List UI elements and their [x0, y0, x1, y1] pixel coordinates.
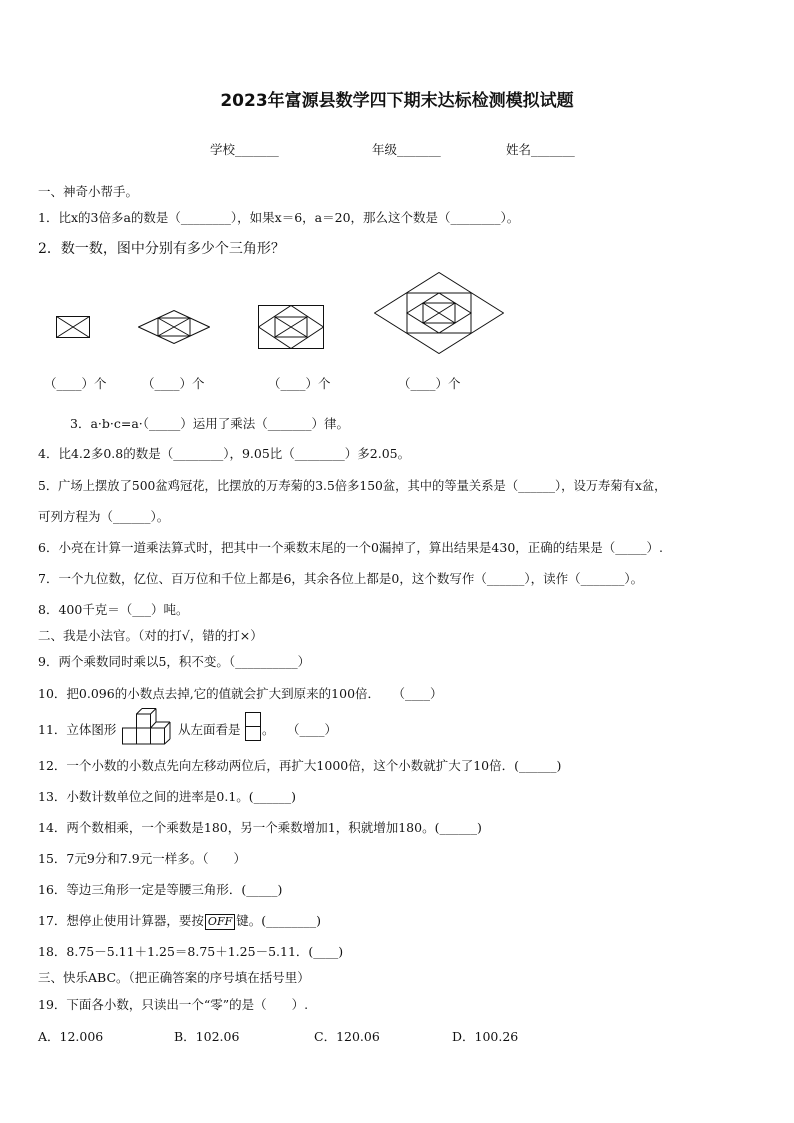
- option-b: B．102.06: [174, 1029, 240, 1044]
- question-17-prefix: 17．想停止使用计算器，要按: [38, 913, 204, 928]
- name-field: 姓名_______: [506, 142, 575, 157]
- question-15: 15．7元9分和7.9元一样多。（ ）: [38, 851, 246, 866]
- question-6: 6．小亮在计算一道乘法算式时，把其中一个乘数末尾的一个0漏掉了，算出结果是430，正确的结果是（_____）.: [38, 540, 663, 555]
- question-17-suffix: 键。(________): [236, 913, 321, 928]
- school-field: 学校_______: [210, 142, 279, 157]
- question-1: 1．比x的3倍多a的数是（________），如果x＝6，a＝20，那么这个数是（________）。: [38, 210, 520, 225]
- question-3: 3．a·b·c=a·（_____）运用了乘法（_______）律。: [70, 416, 350, 431]
- figure-2-blank: （____）个: [142, 376, 205, 391]
- option-a: A．12.006: [38, 1029, 104, 1044]
- figure-4-nested-shapes: [374, 272, 504, 354]
- question-8: 8．400千克＝（___）吨。: [38, 602, 189, 617]
- figure-2-diamond-rect: [138, 310, 210, 344]
- question-4: 4．比4.2多0.8的数是（________），9.05比（________）多2.05。: [38, 446, 411, 461]
- option-d: D．100.26: [452, 1029, 519, 1044]
- figure-3-blank: （____）个: [268, 376, 331, 391]
- question-9: 9．两个乘数同时乘以5，积不变。（__________）: [38, 654, 311, 669]
- off-key-icon: OFF: [205, 914, 235, 930]
- question-11-suffix: 。 （____）: [262, 722, 338, 737]
- figure-1-rect-x: [56, 316, 90, 338]
- question-5-line-2: 可列方程为（______）。: [38, 509, 170, 524]
- figure-4-blank: （____）个: [398, 376, 461, 391]
- question-13: 13．小数计数单位之间的进率是0.1。(______): [38, 789, 297, 804]
- cube-stack-figure: [122, 708, 178, 746]
- grade-field: 年级_______: [372, 142, 441, 157]
- question-18: 18．8.75－5.11＋1.25＝8.75＋1.25－5.11．(____): [38, 944, 344, 959]
- question-12: 12．一个小数的小数点先向左移动两位后，再扩大1000倍，这个小数就扩大了10倍．(______): [38, 758, 562, 773]
- question-11-middle: 从左面看是: [178, 722, 241, 737]
- question-16: 16．等边三角形一定是等腰三角形．(_____): [38, 882, 283, 897]
- question-2: 2．数一数，图中分别有多少个三角形？: [38, 241, 285, 257]
- question-5-line-1: 5．广场上摆放了500盆鸡冠花，比摆放的万寿菊的3.5倍多150盆，其中的等量关系是（______），设万寿菊有x盆，: [38, 479, 667, 493]
- figure-3-rect-diamond-rect: [258, 305, 324, 349]
- left-view-figure: [245, 712, 261, 742]
- section-1-heading: 一、神奇小帮手。: [38, 184, 139, 199]
- question-11-prefix: 11．立体图形: [38, 722, 117, 737]
- question-17: [38, 911, 321, 930]
- figure-1-blank: （____）个: [44, 376, 107, 391]
- question-19: 19．下面各小数，只读出一个“零”的是（ ）.: [38, 997, 309, 1012]
- question-10: 10．把0.096的小数点去掉,它的值就会扩大到原来的100倍． （____）: [38, 686, 443, 701]
- page-title: 2023年富源县数学四下期末达标检测模拟试题: [220, 91, 574, 111]
- section-3-heading: 三、快乐ABC。（把正确答案的序号填在括号里）: [38, 970, 310, 985]
- question-7: 7．一个九位数，亿位、百万位和千位上都是6，其余各位上都是0，这个数写作（______），读作（_______）。: [38, 571, 644, 586]
- question-14: 14．两个数相乘，一个乘数是180，另一个乘数增加1，积就增加180。(______): [38, 820, 482, 835]
- section-2-heading: 二、我是小法官。（对的打√，错的打×）: [38, 628, 263, 643]
- option-c: C．120.06: [314, 1029, 380, 1044]
